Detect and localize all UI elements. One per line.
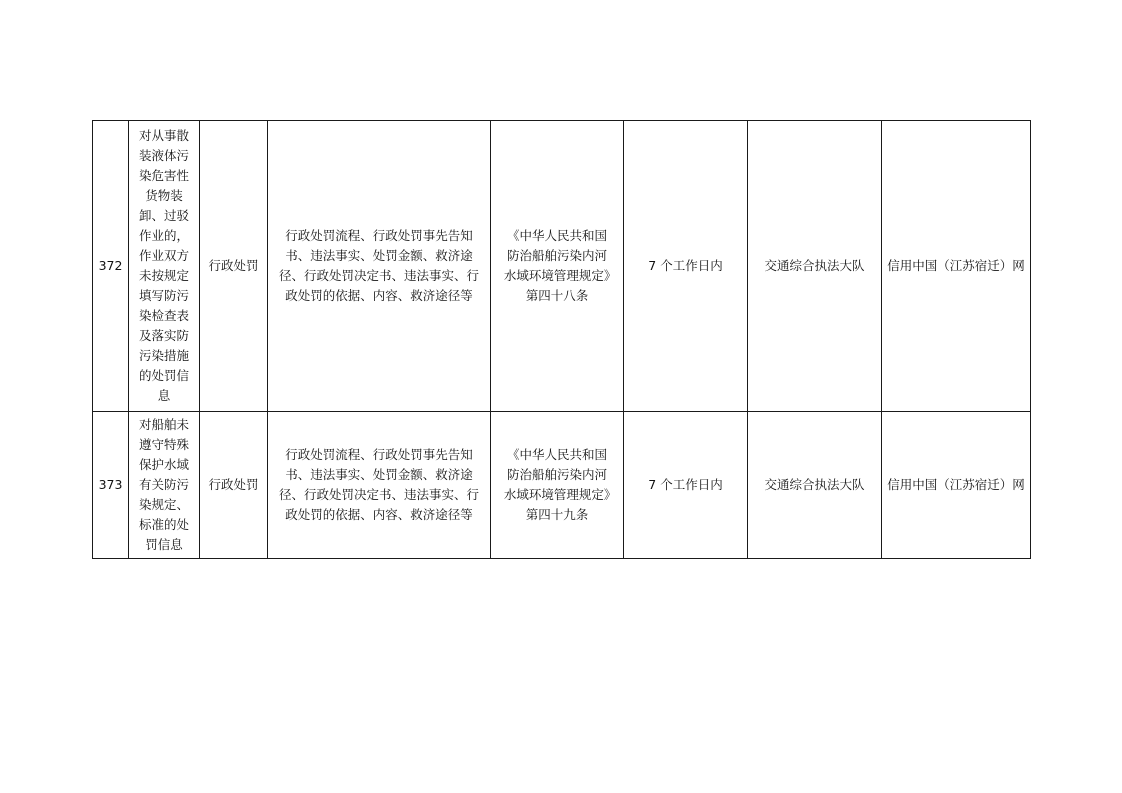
disclosure-content-cell: 行政处罚流程、行政处罚事先告知书、违法事实、处罚金额、救济途径、行政处罚决定书、违法事实、行政处罚的依据、内容、救济途径等	[268, 412, 491, 559]
time-limit-cell: 7 个工作日内	[624, 412, 748, 559]
serial-number-cell: 373	[93, 412, 129, 559]
legal-basis-cell: 《中华人民共和国防治船舶污染内河水域环境管理规定》第四十九条	[491, 412, 624, 559]
item-name-cell: 对船舶未遵守特殊保护水域有关防污染规定、标准的处罚信息	[129, 412, 200, 559]
table-row	[93, 121, 1031, 412]
legal-basis-cell: 《中华人民共和国防治船舶污染内河水域环境管理规定》第四十八条	[491, 121, 624, 412]
disclosure-content-cell: 行政处罚流程、行政处罚事先告知书、违法事实、处罚金额、救济途径、行政处罚决定书、违法事实、行政处罚的依据、内容、救济途径等	[268, 121, 491, 412]
table-row	[93, 412, 1031, 559]
item-name-cell: 对从事散装液体污染危害性货物装卸、过驳作业的，作业双方未按规定填写防污染检查表及落实防污染措施的处罚信息	[129, 121, 200, 412]
channel-cell: 信用中国（江苏宿迁）网	[882, 412, 1031, 559]
disclosure-table	[92, 120, 1031, 559]
serial-number-cell: 372	[93, 121, 129, 412]
department-cell: 交通综合执法大队	[748, 121, 882, 412]
channel-cell: 信用中国（江苏宿迁）网	[882, 121, 1031, 412]
time-limit-cell: 7 个工作日内	[624, 121, 748, 412]
category-cell: 行政处罚	[200, 412, 268, 559]
department-cell: 交通综合执法大队	[748, 412, 882, 559]
category-cell: 行政处罚	[200, 121, 268, 412]
